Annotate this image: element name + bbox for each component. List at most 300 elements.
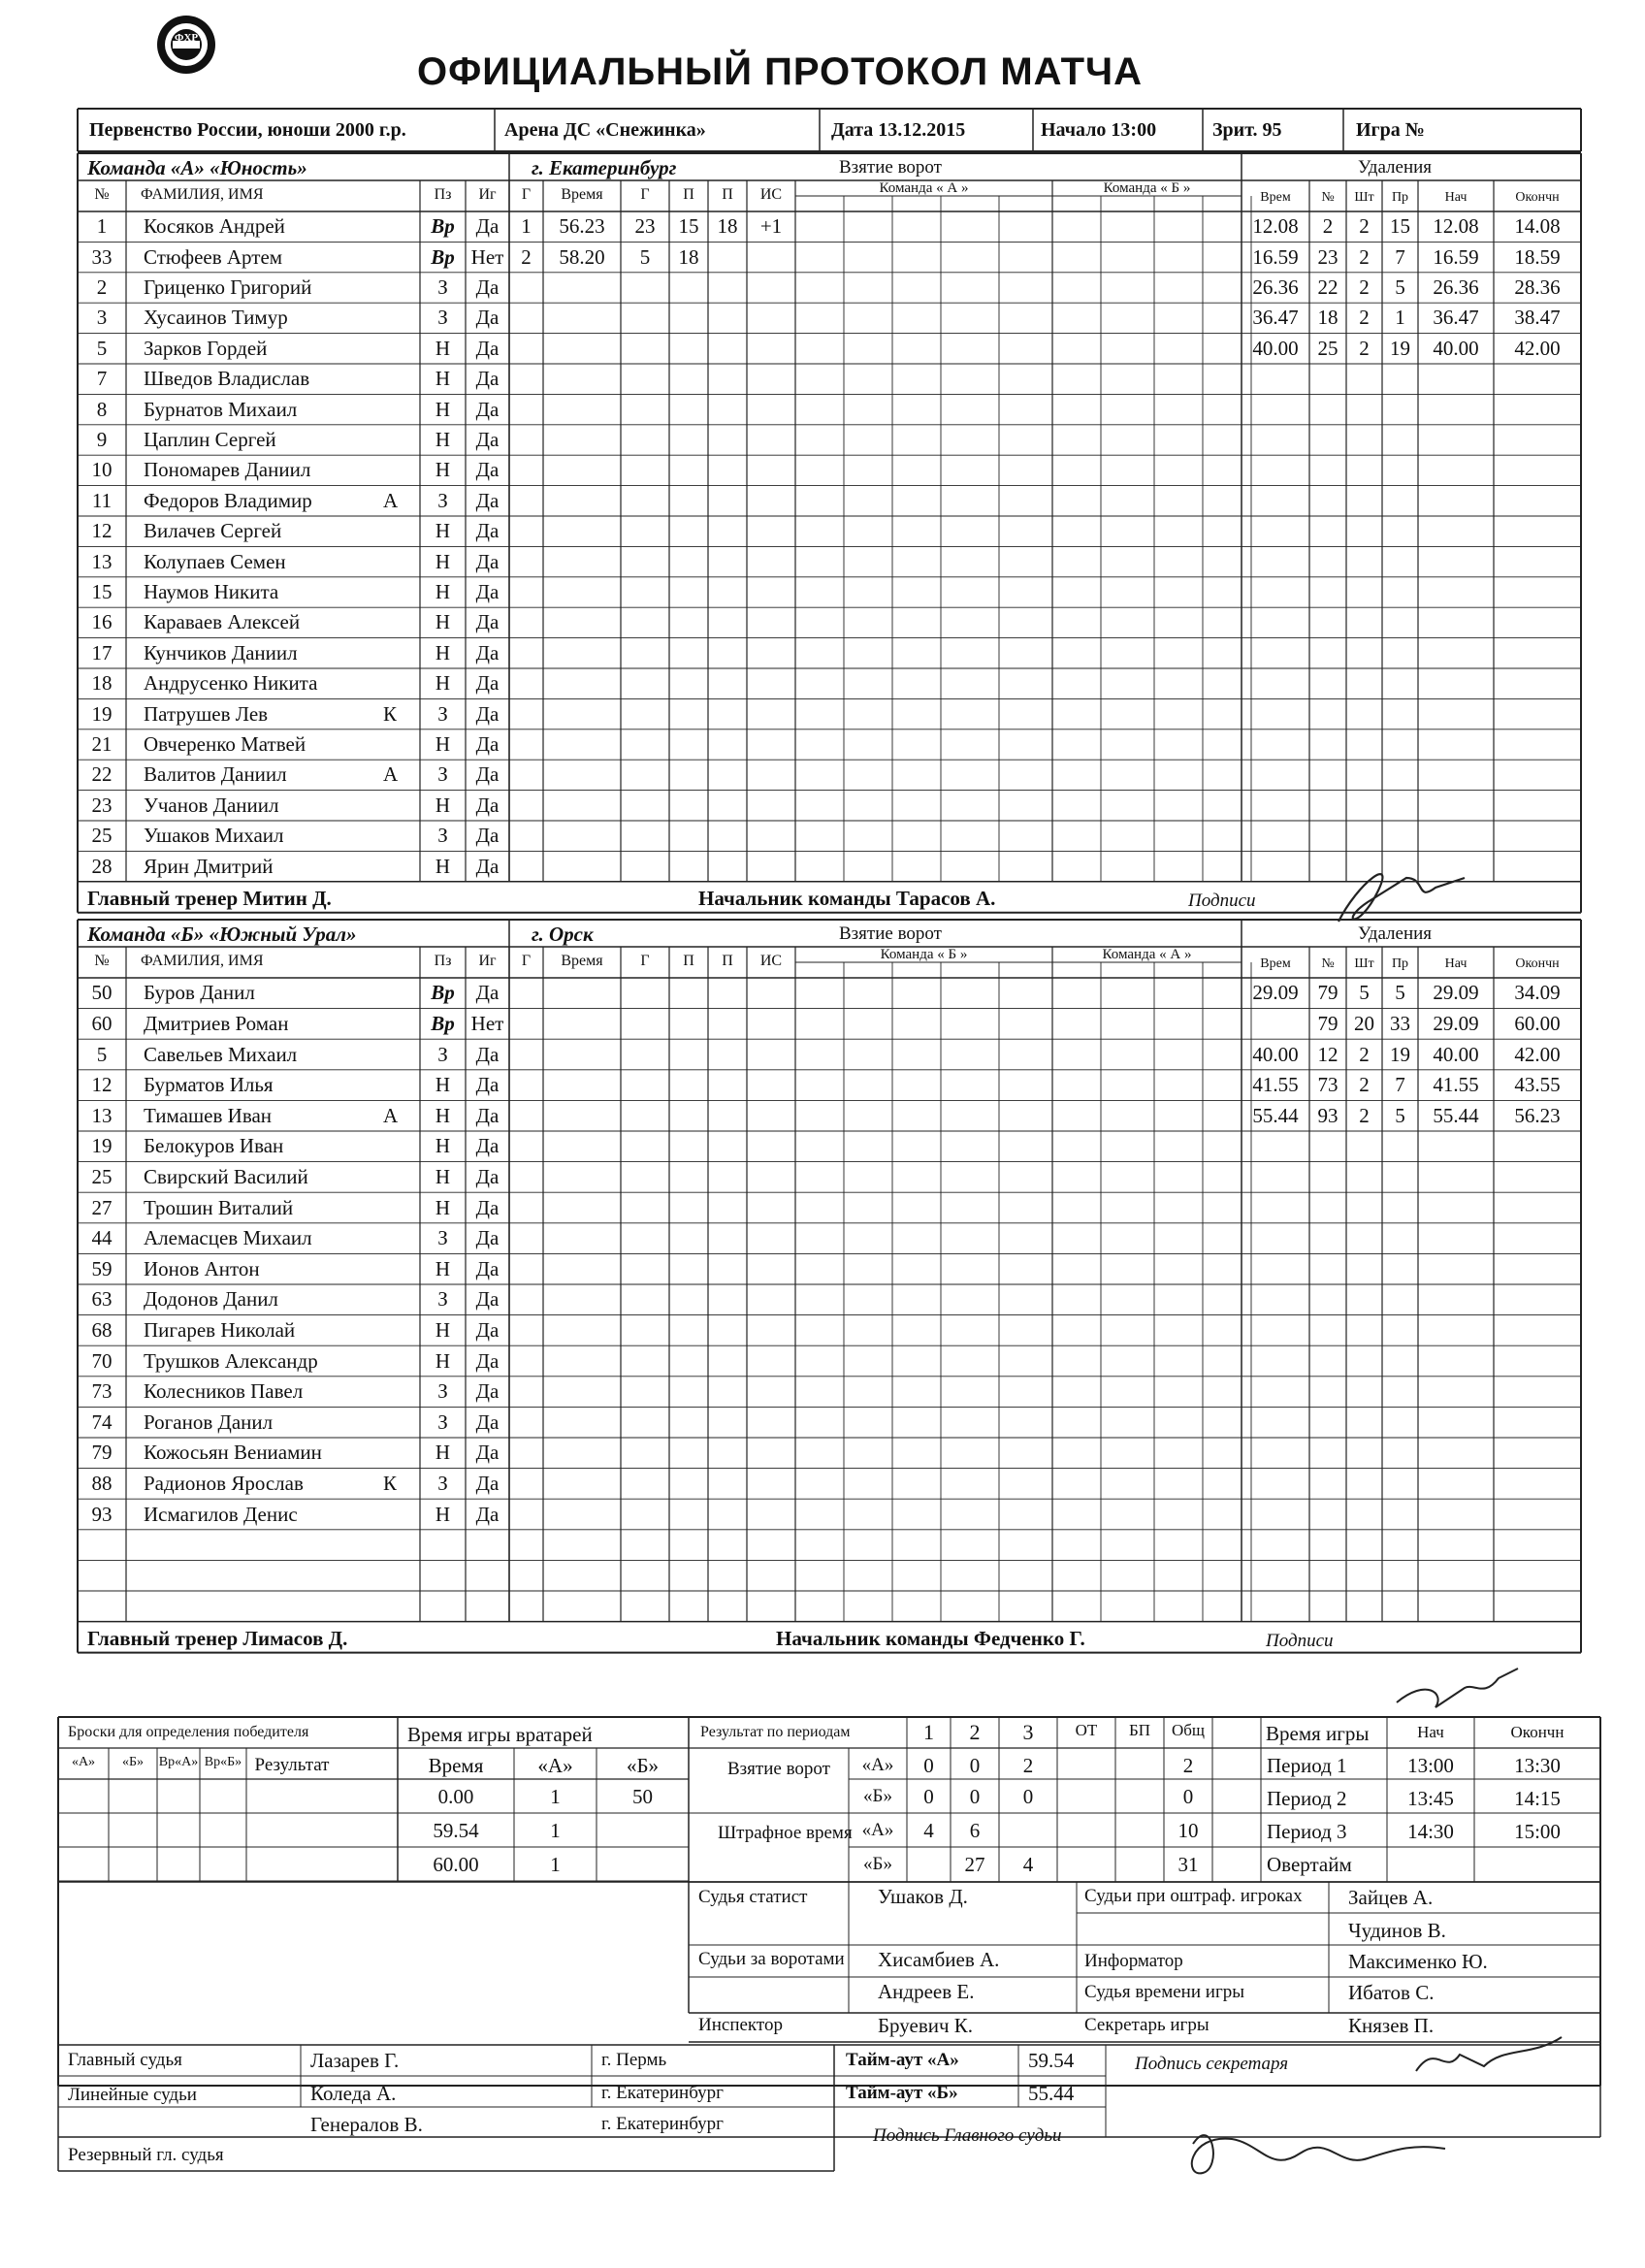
pim-by-period-label: Штрафное время (718, 1823, 853, 1843)
line-referee-city: г. Екатеринбург (601, 2083, 724, 2103)
player-position: Н (435, 640, 451, 664)
goalie-time-value: 1 (550, 1853, 561, 1876)
col-own-team: Команда « А » (879, 180, 969, 196)
col-name: ФАМИЛИЯ, ИМЯ (141, 186, 264, 203)
period-col: Общ (1171, 1721, 1206, 1739)
player-name: Кожосьян Вениамин (144, 1441, 322, 1465)
penalty-start: 29.09 (1433, 981, 1479, 1005)
player-role-mark: А (383, 488, 399, 512)
period-value: 4 (1022, 1853, 1034, 1876)
player-played: Да (475, 580, 500, 603)
penalty-num: 79 (1317, 1011, 1339, 1035)
penalty-time: 40.00 (1252, 336, 1299, 360)
handwritten-signature (1192, 2135, 1445, 2173)
player-name: Федоров Владимир (144, 488, 312, 512)
player-position: Н (435, 1502, 451, 1526)
head-coach: Главный тренер Митин Д. (87, 886, 332, 910)
col-pen_reason: Пр (1391, 190, 1409, 205)
goal-referees-label: Судьи за воротами (698, 1949, 845, 1969)
period-value: 2 (1022, 1754, 1034, 1777)
col-pen_reason: Пр (1391, 956, 1409, 971)
player-number: 15 (91, 580, 113, 603)
col-opp-team: Команда « А » (1102, 947, 1192, 962)
penalty-reason: 33 (1390, 1011, 1410, 1035)
goals-header: Взятие ворот (839, 923, 942, 944)
penalty-start: 40.00 (1433, 336, 1479, 360)
col-goal-a1: П (683, 186, 694, 203)
player-number: 19 (91, 1134, 113, 1158)
penalty-num: 18 (1317, 306, 1339, 330)
penalty-num: 73 (1317, 1073, 1339, 1097)
player-played: Да (475, 1317, 500, 1342)
player-number: 5 (96, 1042, 108, 1066)
penalty-num: 2 (1322, 214, 1334, 239)
main-referee: Лазарев Г. (310, 2049, 400, 2072)
period-col: 1 (923, 1720, 934, 1744)
player-name: Бурматов Илья (144, 1073, 274, 1097)
col-goal-g: Г (521, 186, 532, 203)
competition-label: Первенство России, юноши 2000 г.р. (89, 119, 406, 141)
penalty-reason: 15 (1390, 214, 1410, 239)
player-number: 16 (91, 610, 113, 634)
goal-time: 56.23 (559, 214, 605, 239)
line-referee-city: г. Екатеринбург (601, 2114, 724, 2134)
player-name: Белокуров Иван (144, 1134, 284, 1158)
timekeeper-label: Судья времени игры (1084, 1982, 1244, 2002)
col-name: ФАМИЛИЯ, ИМЯ (141, 953, 264, 969)
player-position: Н (435, 610, 451, 634)
player-position: Н (435, 1256, 451, 1280)
col-num: № (94, 186, 110, 203)
spectators-label: Зрит. 95 (1212, 119, 1282, 141)
penalty-start: 36.47 (1433, 306, 1479, 330)
penalty-time: 40.00 (1252, 1042, 1299, 1066)
col-goal-a1: П (683, 953, 694, 969)
penalty-end: 43.55 (1514, 1073, 1561, 1097)
goal-g: 2 (521, 244, 532, 269)
player-position: З (437, 1226, 448, 1250)
player-played: Да (475, 549, 500, 573)
period-value: 0 (969, 1785, 981, 1808)
player-number: 50 (91, 981, 113, 1005)
period-col: ОТ (1075, 1721, 1098, 1739)
game-period-label: Овертайм (1267, 1853, 1352, 1876)
timeout-b-label: Тайм-аут «Б» (846, 2083, 958, 2103)
goalie-time-value: 1 (550, 1819, 561, 1842)
inspector: Бруевич К. (878, 2014, 974, 2037)
player-number: 73 (91, 1379, 113, 1404)
player-number: 44 (91, 1226, 113, 1250)
col-goal-gg: Г (640, 186, 650, 203)
penalty-reason: 19 (1390, 336, 1410, 360)
line-referees-label: Линейные судьи (68, 2085, 197, 2105)
col-goal-time: Время (561, 186, 603, 203)
penalty-reason: 5 (1395, 1103, 1405, 1127)
game-time-title: Время игры (1266, 1722, 1370, 1745)
col-goal-is: ИС (759, 953, 783, 969)
penalties-header: Удаления (1358, 157, 1433, 178)
player-number: 17 (91, 640, 113, 664)
player-number: 60 (91, 1011, 113, 1035)
player-played: Да (475, 793, 500, 817)
player-played: Да (475, 732, 500, 756)
player-name: Колесников Павел (144, 1379, 304, 1404)
penalty-min: 20 (1354, 1011, 1374, 1035)
player-number: 5 (96, 336, 108, 360)
informer: Максименко Ю. (1348, 1950, 1488, 1973)
period-col: 3 (1022, 1720, 1034, 1744)
handwritten-signature (1397, 1669, 1518, 1707)
player-name: Шведов Владислав (144, 367, 310, 391)
goalie-time-col: Время (428, 1754, 484, 1777)
secretary-label: Секретарь игры (1084, 2015, 1210, 2035)
col-pen_end: Окончн (1515, 190, 1560, 205)
player-role-mark: К (383, 1471, 398, 1495)
player-played: Да (475, 367, 500, 391)
penalty-num: 22 (1317, 275, 1339, 299)
goalie-time-value: 50 (632, 1785, 653, 1808)
period-value: 0 (923, 1754, 934, 1777)
period-value: 0 (969, 1754, 981, 1777)
line-referee: Генералов В. (310, 2113, 423, 2136)
player-name: Исмагилов Денис (144, 1502, 298, 1526)
page-title: ОФИЦИАЛЬНЫЙ ПРОТОКОЛ МАТЧА (417, 50, 1143, 93)
player-position: Н (435, 671, 451, 696)
player-number: 25 (91, 824, 113, 848)
col-pen_time: Врем (1260, 956, 1291, 971)
player-position: Н (435, 336, 451, 360)
player-number: 12 (91, 519, 113, 543)
col-own-team: Команда « Б » (880, 947, 968, 962)
penalty-reason: 1 (1395, 306, 1405, 330)
player-name: Радионов Ярослав (144, 1471, 304, 1495)
shootout-col: «Б» (121, 1755, 145, 1769)
player-position: Н (435, 549, 451, 573)
head-coach: Главный тренер Лимасов Д. (87, 1626, 348, 1650)
stat-referee-label: Судья статист (698, 1887, 808, 1907)
player-position: Н (435, 793, 451, 817)
penalty-start: 29.09 (1433, 1011, 1479, 1035)
player-position: Н (435, 458, 451, 482)
arena-label: Арена ДС «Снежинка» (504, 119, 706, 141)
player-name: Тимашев Иван (144, 1103, 273, 1127)
col-pen_time: Врем (1260, 190, 1291, 205)
main-referee-label: Главный судья (68, 2050, 182, 2070)
player-position: Н (435, 367, 451, 391)
col-goal-a2: П (722, 186, 733, 203)
player-name: Ушаков Михаил (144, 824, 284, 848)
col-pen_num: № (1321, 956, 1335, 971)
penalty-min: 2 (1359, 1103, 1370, 1127)
goalie-time-col: «Б» (626, 1754, 660, 1777)
player-number: 22 (91, 762, 113, 787)
penalty-start: 16.59 (1433, 244, 1479, 269)
player-name: Дмитриев Роман (144, 1011, 289, 1035)
player-number: 8 (96, 397, 108, 421)
player-name: Зарков Гордей (144, 336, 268, 360)
game-period-label: Период 1 (1267, 1754, 1347, 1777)
penalty-reason: 19 (1390, 1042, 1410, 1066)
goal-gg: 5 (639, 244, 651, 269)
player-name: Овчеренко Матвей (144, 732, 306, 756)
penbox-referee: Чудинов В. (1348, 1919, 1446, 1942)
player-number: 21 (91, 732, 113, 756)
player-name: Наумов Никита (144, 580, 279, 603)
penalty-time: 26.36 (1252, 275, 1299, 299)
col-pen_end: Окончн (1515, 956, 1560, 971)
player-played: Да (475, 610, 500, 634)
player-position: Н (435, 1164, 451, 1188)
player-played: Да (475, 1441, 500, 1465)
period-team: «А» (861, 1820, 894, 1840)
player-role-mark: А (383, 762, 399, 787)
penalty-reason: 5 (1395, 981, 1405, 1005)
player-position: Н (435, 1441, 451, 1465)
game-period-time: 13:00 (1407, 1754, 1454, 1777)
player-played: Да (475, 1409, 500, 1434)
goal-time: 58.20 (559, 244, 605, 269)
player-played: Да (475, 336, 500, 360)
signatures-label: Подписи (1266, 1630, 1334, 1651)
timeout-a: 59.54 (1028, 2049, 1075, 2072)
period-value: 4 (923, 1819, 934, 1842)
logo-text: ФХР (175, 32, 199, 44)
player-played: Да (475, 1164, 500, 1188)
player-position: З (437, 275, 448, 299)
period-value: 6 (969, 1819, 981, 1842)
player-name: Кунчиков Даниил (144, 640, 298, 664)
penalty-end: 18.59 (1514, 244, 1561, 269)
player-position: З (437, 488, 448, 512)
player-number: 18 (91, 671, 113, 696)
player-number: 88 (91, 1471, 113, 1495)
player-played: Да (475, 519, 500, 543)
col-pen_start: Нач (1444, 190, 1468, 205)
goalie-time-value: 1 (550, 1785, 561, 1808)
player-played: Да (475, 306, 500, 330)
player-name: Додонов Данил (144, 1287, 278, 1312)
player-played: Да (475, 1042, 500, 1066)
penalty-end: 14.08 (1514, 214, 1561, 239)
player-played: Да (475, 1502, 500, 1526)
penalty-end: 42.00 (1514, 336, 1561, 360)
player-played: Да (475, 488, 500, 512)
col-pos: Пз (434, 953, 452, 969)
player-number: 70 (91, 1348, 113, 1373)
player-position: Вр (431, 1011, 455, 1035)
penalty-time: 29.09 (1252, 981, 1299, 1005)
player-name: Караваев Алексей (144, 610, 301, 634)
player-name: Бурнатов Михаил (144, 397, 298, 421)
player-name: Буров Данил (144, 981, 255, 1005)
player-number: 7 (96, 367, 108, 391)
player-played: Да (475, 1256, 500, 1280)
game-period-label: Период 2 (1267, 1787, 1347, 1810)
penalty-start: 41.55 (1433, 1073, 1479, 1097)
player-played: Да (475, 1287, 500, 1312)
timekeeper: Ибатов С. (1348, 1981, 1435, 2004)
col-goal-is: ИС (759, 186, 783, 203)
period-value: 2 (1182, 1754, 1194, 1777)
player-number: 10 (91, 458, 113, 482)
player-played: Да (475, 1073, 500, 1097)
player-played: Да (475, 428, 500, 451)
player-played: Да (475, 671, 500, 696)
timeout-b: 55.44 (1028, 2082, 1075, 2105)
penalty-num: 79 (1317, 981, 1339, 1005)
fhr-logo (155, 14, 217, 76)
player-number: 33 (91, 244, 113, 269)
player-name: Свирский Василий (144, 1164, 308, 1188)
player-played: Да (475, 214, 500, 239)
player-position: Н (435, 1348, 451, 1373)
player-position: Н (435, 1317, 451, 1342)
col-goal-g: Г (521, 953, 532, 969)
period-value: 0 (923, 1785, 934, 1808)
player-name: Пономарев Даниил (144, 458, 311, 482)
penalty-num: 23 (1317, 244, 1339, 269)
player-played: Нет (470, 1011, 504, 1035)
col-num: № (94, 953, 110, 969)
player-number: 9 (96, 428, 108, 451)
penalty-end: 56.23 (1514, 1103, 1561, 1127)
player-played: Да (475, 701, 500, 726)
period-team: «Б» (863, 1854, 892, 1874)
penalty-end: 42.00 (1514, 1042, 1561, 1066)
player-played: Да (475, 1379, 500, 1404)
shootout-title: Броски для определения победителя (68, 1724, 309, 1740)
player-played: Нет (470, 244, 504, 269)
col-goal-a2: П (722, 953, 733, 969)
player-position: З (437, 701, 448, 726)
player-number: 93 (91, 1502, 113, 1526)
goal-a1: 15 (678, 214, 699, 239)
player-number: 1 (96, 214, 108, 239)
goalie-time-title: Время игры вратарей (407, 1723, 593, 1746)
reserve-referee-label: Резервный гл. судья (68, 2145, 224, 2165)
stat-referee: Ушаков Д. (878, 1885, 968, 1908)
informer-label: Информатор (1084, 1951, 1183, 1971)
player-played: Да (475, 1226, 500, 1250)
player-position: Н (435, 397, 451, 421)
game-period-time: 14:15 (1514, 1787, 1561, 1810)
player-number: 68 (91, 1317, 113, 1342)
game-time-start-col: Нач (1417, 1723, 1444, 1741)
penalty-time: 36.47 (1252, 306, 1299, 330)
penalty-num: 93 (1317, 1103, 1339, 1127)
player-played: Да (475, 762, 500, 787)
goal-referee: Хисамбиев А. (878, 1948, 1000, 1971)
goalie-time-value: 60.00 (433, 1853, 479, 1876)
player-number: 25 (91, 1164, 113, 1188)
start-label: Начало 13:00 (1041, 119, 1157, 141)
player-name: Гриценко Григорий (144, 275, 312, 299)
main-referee-city: г. Пермь (601, 2050, 667, 2070)
player-name: Пигарев Николай (144, 1317, 296, 1342)
game-period-label: Период 3 (1267, 1820, 1347, 1843)
period-value: 10 (1177, 1819, 1199, 1842)
col-pen_min: Шт (1354, 190, 1374, 205)
penalty-time: 55.44 (1252, 1103, 1299, 1127)
col-played: Иг (478, 953, 497, 969)
period-value: 0 (1022, 1785, 1034, 1808)
player-name: Цаплин Сергей (144, 428, 276, 451)
period-team: «Б» (863, 1786, 892, 1806)
penalty-min: 2 (1359, 1073, 1370, 1097)
player-name: Трошин Виталий (144, 1195, 294, 1219)
player-name: Трушков Александр (144, 1348, 318, 1373)
player-number: 27 (91, 1195, 113, 1219)
goalie-time-value: 0.00 (437, 1785, 474, 1808)
signatures-label: Подписи (1188, 890, 1256, 911)
player-position: Н (435, 428, 451, 451)
player-name: Роганов Данил (144, 1409, 274, 1434)
penalties-header: Удаления (1358, 923, 1433, 944)
team-manager: Начальник команды Тарасов А. (698, 886, 996, 910)
team-city: г. Орск (532, 923, 594, 946)
player-played: Да (475, 397, 500, 421)
team-title: Команда «Б» «Южный Урал» (87, 923, 357, 946)
player-number: 3 (96, 306, 108, 330)
player-position: Н (435, 732, 451, 756)
penalty-reason: 5 (1395, 275, 1405, 299)
line-referee: Коледа А. (310, 2082, 397, 2105)
game-label: Игра № (1356, 119, 1425, 141)
player-name: Алемасцев Михаил (144, 1226, 312, 1250)
shootout-col: Вр«А» (158, 1755, 199, 1769)
penalty-start: 55.44 (1433, 1103, 1479, 1127)
goals-by-period-label: Взятие ворот (727, 1759, 830, 1779)
penalty-end: 38.47 (1514, 306, 1561, 330)
player-number: 13 (91, 549, 113, 573)
player-name: Хусаинов Тимур (144, 306, 288, 330)
player-number: 12 (91, 1073, 113, 1097)
goal-a2: 18 (717, 214, 738, 239)
penbox-referees-label: Судьи при оштраф. игроках (1084, 1886, 1303, 1906)
col-pen_start: Нач (1444, 956, 1468, 971)
penalty-min: 2 (1359, 275, 1370, 299)
penalty-min: 5 (1359, 981, 1370, 1005)
goals-header: Взятие ворот (839, 157, 942, 178)
player-played: Да (475, 1471, 500, 1495)
col-pen_num: № (1321, 190, 1335, 205)
player-name: Вилачев Сергей (144, 519, 282, 543)
player-played: Да (475, 1348, 500, 1373)
player-number: 2 (96, 275, 108, 299)
player-name: Ярин Дмитрий (144, 854, 274, 878)
player-role-mark: А (383, 1103, 399, 1127)
game-period-time: 13:30 (1514, 1754, 1561, 1777)
player-name: Косяков Андрей (144, 214, 285, 239)
penbox-referee: Зайцев А. (1348, 1886, 1434, 1909)
goal-referee: Андреев Е. (878, 1980, 975, 2003)
penalty-time: 16.59 (1252, 244, 1299, 269)
penalty-num: 25 (1317, 336, 1339, 360)
col-goal-gg: Г (640, 953, 650, 969)
player-position: Н (435, 519, 451, 543)
penalty-min: 2 (1359, 1042, 1370, 1066)
penalty-reason: 7 (1395, 244, 1405, 269)
penalty-end: 34.09 (1514, 981, 1561, 1005)
col-opp-team: Команда « Б » (1103, 180, 1191, 196)
penalty-min: 2 (1359, 336, 1370, 360)
player-played: Да (475, 981, 500, 1005)
penalty-start: 12.08 (1433, 214, 1479, 239)
penalty-time: 41.55 (1252, 1073, 1299, 1097)
secretary-signature-label: Подпись секретаря (1135, 2054, 1289, 2074)
player-played: Да (475, 458, 500, 482)
period-col: БП (1128, 1721, 1151, 1739)
